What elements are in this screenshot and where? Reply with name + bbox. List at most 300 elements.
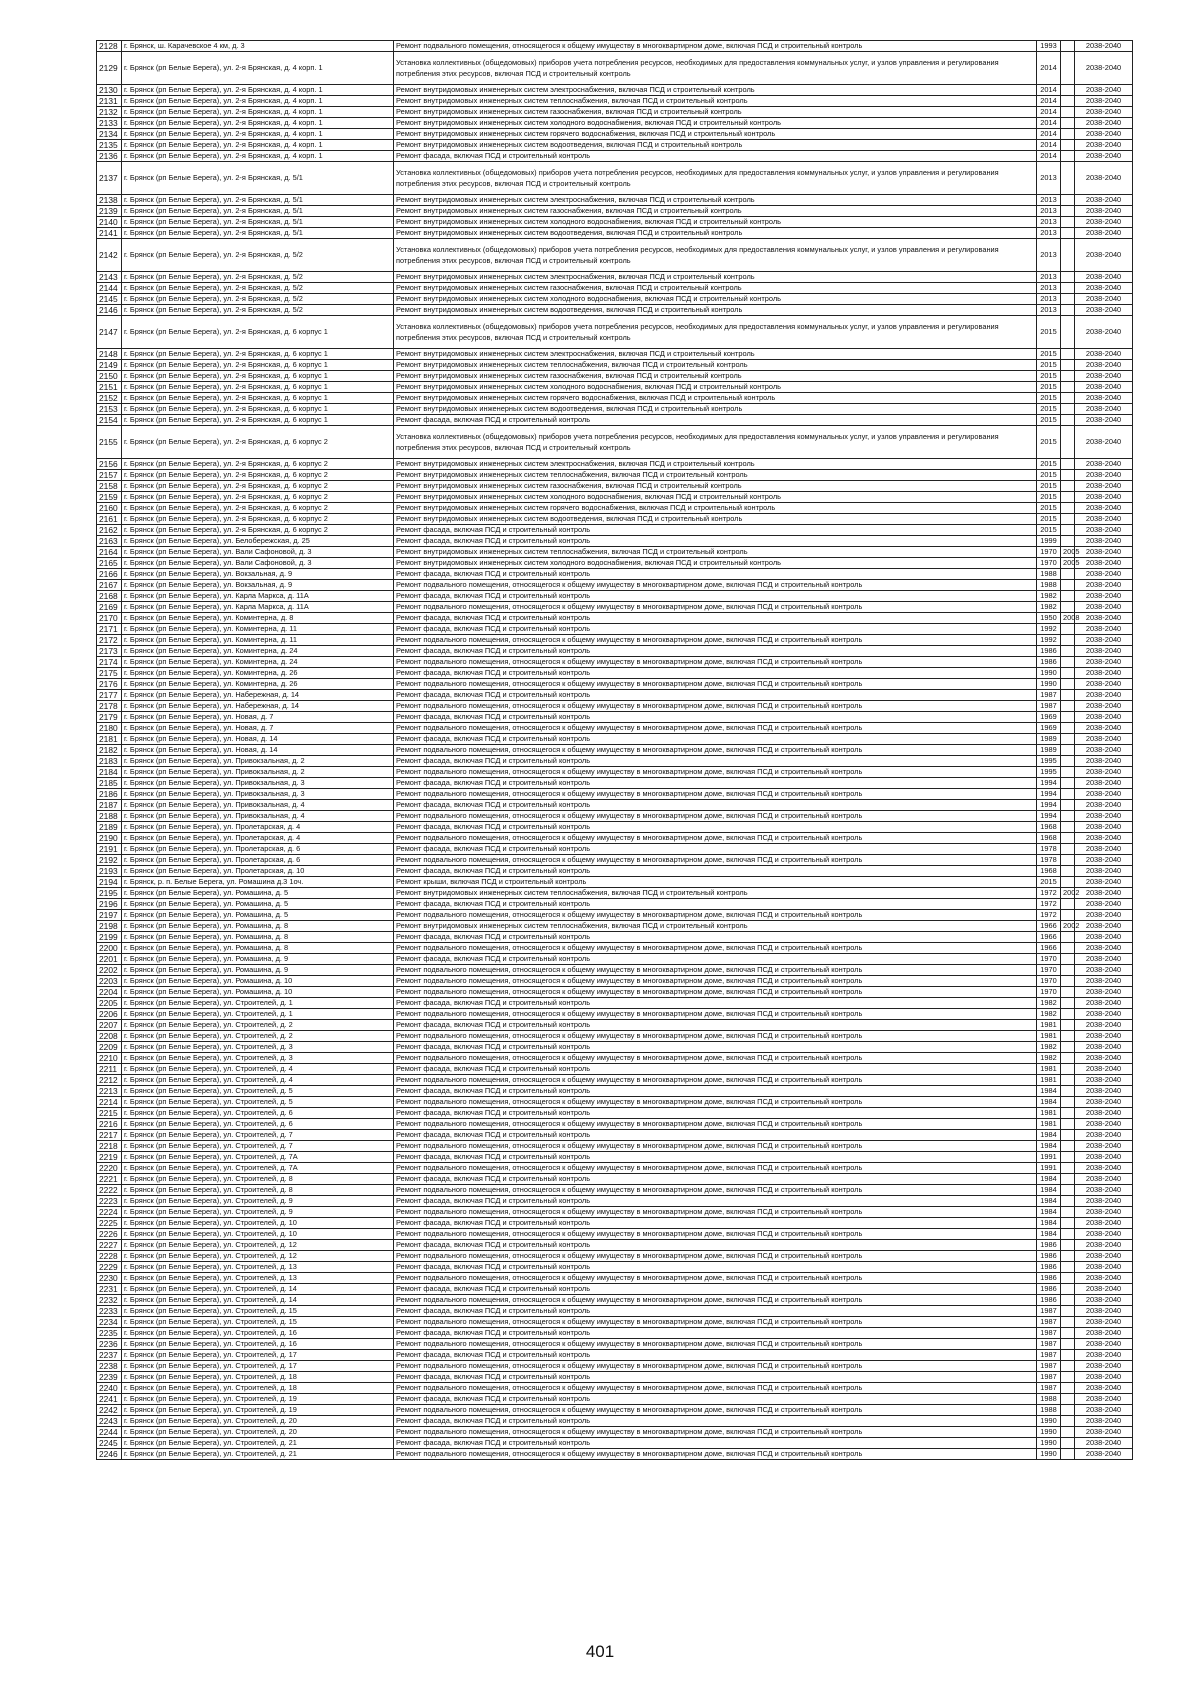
address-cell: г. Брянск (рп Белые Берега), ул. Строителей, д. 16 — [122, 1339, 394, 1350]
planned-period-cell: 2038-2040 — [1075, 1174, 1133, 1185]
work-type-cell: Ремонт внутридомовых инженерных систем холодного водоснабжения, включая ПСД и строительный контроль — [394, 492, 1037, 503]
work-type-cell: Ремонт подвального помещения, относящегося к общему имуществу в многоквартирном доме, включая ПСД и строительный контроль — [394, 767, 1037, 778]
work-type-cell: Ремонт внутридомовых инженерных систем газоснабжения, включая ПСД и строительный контроль — [394, 371, 1037, 382]
work-type-cell: Ремонт внутридомовых инженерных систем электроснабжения, включая ПСД и строительный контроль — [394, 349, 1037, 360]
repair-year-cell — [1061, 833, 1075, 844]
planned-period-cell: 2038-2040 — [1075, 85, 1133, 96]
table-row — [97, 1438, 1133, 1449]
planned-period-cell: 2038-2040 — [1075, 657, 1133, 668]
planned-period-cell: 2038-2040 — [1075, 1284, 1133, 1295]
table-row — [97, 833, 1133, 844]
address-cell: г. Брянск (рп Белые Берега), ул. Строителей, д. 12 — [122, 1240, 394, 1251]
repair-year-cell — [1061, 910, 1075, 921]
row-number: 2154 — [97, 415, 122, 426]
work-type-cell: Ремонт фасада, включая ПСД и строительный контроль — [394, 866, 1037, 877]
repair-year-cell — [1061, 1185, 1075, 1196]
address-cell: г. Брянск (рп Белые Берега), ул. Привокзальная, д. 3 — [122, 778, 394, 789]
table-row — [97, 371, 1133, 382]
repair-year-cell — [1061, 1020, 1075, 1031]
planned-period-cell: 2038-2040 — [1075, 1119, 1133, 1130]
row-number: 2225 — [97, 1218, 122, 1229]
address-cell: г. Брянск (рп Белые Берега), ул. Коминтерна, д. 26 — [122, 668, 394, 679]
row-number: 2187 — [97, 800, 122, 811]
repair-year-cell — [1061, 943, 1075, 954]
repair-year-cell — [1061, 228, 1075, 239]
build-year-cell: 1970 — [1037, 954, 1061, 965]
build-year-cell: 2014 — [1037, 107, 1061, 118]
repair-year-cell: 2008 — [1061, 613, 1075, 624]
address-cell: г. Брянск (рп Белые Берега), ул. Ромашина, д. 10 — [122, 976, 394, 987]
planned-period-cell: 2038-2040 — [1075, 943, 1133, 954]
table-row — [97, 591, 1133, 602]
repair-year-cell — [1061, 954, 1075, 965]
table-row — [97, 470, 1133, 481]
build-year-cell: 2013 — [1037, 228, 1061, 239]
build-year-cell: 1984 — [1037, 1086, 1061, 1097]
work-type-cell: Ремонт подвального помещения, относящегося к общему имуществу в многоквартирном доме, включая ПСД и строительный контроль — [394, 1053, 1037, 1064]
row-number: 2165 — [97, 558, 122, 569]
address-cell: г. Брянск (рп Белые Берега), ул. Строителей, д. 18 — [122, 1383, 394, 1394]
address-cell: г. Брянск (рп Белые Берега), ул. Ромашина, д. 8 — [122, 932, 394, 943]
planned-period-cell: 2038-2040 — [1075, 1020, 1133, 1031]
repair-year-cell — [1061, 1339, 1075, 1350]
build-year-cell: 2015 — [1037, 459, 1061, 470]
row-number: 2170 — [97, 613, 122, 624]
repair-year-cell — [1061, 778, 1075, 789]
build-year-cell: 1978 — [1037, 844, 1061, 855]
repair-year-cell — [1061, 85, 1075, 96]
planned-period-cell: 2038-2040 — [1075, 1350, 1133, 1361]
row-number: 2130 — [97, 85, 122, 96]
work-type-cell: Ремонт подвального помещения, относящегося к общему имуществу в многоквартирном доме, включая ПСД и строительный контроль — [394, 1163, 1037, 1174]
build-year-cell: 2014 — [1037, 96, 1061, 107]
repair-year-cell — [1061, 96, 1075, 107]
row-number: 2138 — [97, 195, 122, 206]
planned-period-cell: 2038-2040 — [1075, 1042, 1133, 1053]
planned-period-cell: 2038-2040 — [1075, 877, 1133, 888]
work-type-cell: Ремонт подвального помещения, относящегося к общему имуществу в многоквартирном доме, включая ПСД и строительный контроль — [394, 1295, 1037, 1306]
table-row — [97, 393, 1133, 404]
table-row — [97, 987, 1133, 998]
address-cell: г. Брянск (рп Белые Берега), ул. Строителей, д. 4 — [122, 1064, 394, 1075]
table-row — [97, 426, 1133, 459]
address-cell: г. Брянск (рп Белые Берега), ул. Коминтерна, д. 11 — [122, 624, 394, 635]
table-row — [97, 1020, 1133, 1031]
table-row — [97, 1383, 1133, 1394]
build-year-cell: 1972 — [1037, 910, 1061, 921]
address-cell: г. Брянск (рп Белые Берега), ул. 2-я Брянская, д. 6 корпус 2 — [122, 514, 394, 525]
table-row — [97, 767, 1133, 778]
address-cell: г. Брянск (рп Белые Берега), ул. Строителей, д. 3 — [122, 1042, 394, 1053]
work-type-cell: Ремонт подвального помещения, относящегося к общему имуществу в многоквартирном доме, включая ПСД и строительный контроль — [394, 580, 1037, 591]
table-row — [97, 789, 1133, 800]
planned-period-cell: 2038-2040 — [1075, 294, 1133, 305]
table-row — [97, 1108, 1133, 1119]
build-year-cell: 2015 — [1037, 360, 1061, 371]
repair-year-cell — [1061, 470, 1075, 481]
work-type-cell: Ремонт подвального помещения, относящегося к общему имуществу в многоквартирном доме, включая ПСД и строительный контроль — [394, 811, 1037, 822]
build-year-cell: 1981 — [1037, 1031, 1061, 1042]
repair-year-cell — [1061, 1284, 1075, 1295]
table-row — [97, 1284, 1133, 1295]
build-year-cell: 1988 — [1037, 569, 1061, 580]
repair-year-cell — [1061, 767, 1075, 778]
build-year-cell: 1987 — [1037, 1361, 1061, 1372]
table-row — [97, 1152, 1133, 1163]
planned-period-cell: 2038-2040 — [1075, 712, 1133, 723]
planned-period-cell: 2038-2040 — [1075, 1328, 1133, 1339]
row-number: 2208 — [97, 1031, 122, 1042]
repair-year-cell — [1061, 723, 1075, 734]
repair-year-cell — [1061, 1031, 1075, 1042]
planned-period-cell: 2038-2040 — [1075, 591, 1133, 602]
table-row — [97, 888, 1133, 899]
row-number: 2210 — [97, 1053, 122, 1064]
document-sheet — [96, 40, 1132, 1460]
work-type-cell: Ремонт подвального помещения, относящегося к общему имуществу в многоквартирном доме, включая ПСД и строительный контроль — [394, 976, 1037, 987]
repair-year-cell — [1061, 844, 1075, 855]
repair-year-cell — [1061, 1009, 1075, 1020]
table-row — [97, 1097, 1133, 1108]
planned-period-cell: 2038-2040 — [1075, 1317, 1133, 1328]
row-number: 2161 — [97, 514, 122, 525]
repair-year-cell — [1061, 1141, 1075, 1152]
address-cell: г. Брянск (рп Белые Берега), ул. 2-я Брянская, д. 6 корпус 1 — [122, 393, 394, 404]
build-year-cell: 1990 — [1037, 679, 1061, 690]
work-type-cell: Установка коллективных (общедомовых) приборов учета потребления ресурсов, необходимых для предоставления коммунальных услуг, и узлов управления и регулирования потребления этих ресурсов, включая ПСД и строительный контроль — [394, 239, 1037, 272]
row-number: 2195 — [97, 888, 122, 899]
repair-year-cell — [1061, 525, 1075, 536]
work-type-cell: Ремонт внутридомовых инженерных систем водоотведения, включая ПСД и строительный контроль — [394, 228, 1037, 239]
table-row — [97, 272, 1133, 283]
work-type-cell: Ремонт внутридомовых инженерных систем теплоснабжения, включая ПСД и строительный контроль — [394, 547, 1037, 558]
row-number: 2192 — [97, 855, 122, 866]
address-cell: г. Брянск (рп Белые Берега), ул. Пролетарская, д. 10 — [122, 866, 394, 877]
table-row — [97, 646, 1133, 657]
address-cell: г. Брянск (рп Белые Берега), ул. 2-я Брянская, д. 4 корп. 1 — [122, 85, 394, 96]
table-row — [97, 745, 1133, 756]
work-type-cell: Ремонт фасада, включая ПСД и строительный контроль — [394, 1394, 1037, 1405]
table-row — [97, 492, 1133, 503]
row-number: 2200 — [97, 943, 122, 954]
table-row — [97, 129, 1133, 140]
row-number: 2184 — [97, 767, 122, 778]
table-row — [97, 1174, 1133, 1185]
work-type-cell: Ремонт фасада, включая ПСД и строительный контроль — [394, 998, 1037, 1009]
build-year-cell: 2015 — [1037, 503, 1061, 514]
repair-year-cell — [1061, 877, 1075, 888]
repair-year-cell — [1061, 756, 1075, 767]
work-type-cell: Ремонт фасада, включая ПСД и строительный контроль — [394, 800, 1037, 811]
build-year-cell: 1990 — [1037, 1427, 1061, 1438]
repair-year-cell — [1061, 789, 1075, 800]
address-cell: г. Брянск (рп Белые Берега), ул. 2-я Брянская, д. 5/2 — [122, 239, 394, 272]
repair-year-cell — [1061, 217, 1075, 228]
table-row — [97, 1273, 1133, 1284]
row-number: 2160 — [97, 503, 122, 514]
row-number: 2240 — [97, 1383, 122, 1394]
work-type-cell: Ремонт фасада, включая ПСД и строительный контроль — [394, 1306, 1037, 1317]
row-number: 2245 — [97, 1438, 122, 1449]
work-type-cell: Ремонт фасада, включая ПСД и строительный контроль — [394, 932, 1037, 943]
address-cell: г. Брянск (рп Белые Берега), ул. Ромашина, д. 9 — [122, 954, 394, 965]
work-type-cell: Ремонт подвального помещения, относящегося к общему имуществу в многоквартирном доме, включая ПСД и строительный контроль — [394, 855, 1037, 866]
work-type-cell: Ремонт фасада, включая ПСД и строительный контроль — [394, 536, 1037, 547]
table-row — [97, 283, 1133, 294]
planned-period-cell: 2038-2040 — [1075, 1361, 1133, 1372]
row-number: 2224 — [97, 1207, 122, 1218]
build-year-cell: 2013 — [1037, 239, 1061, 272]
build-year-cell: 1981 — [1037, 1108, 1061, 1119]
build-year-cell: 1994 — [1037, 778, 1061, 789]
work-type-cell: Ремонт фасада, включая ПСД и строительный контроль — [394, 569, 1037, 580]
repair-year-cell: 2002 — [1061, 921, 1075, 932]
planned-period-cell: 2038-2040 — [1075, 602, 1133, 613]
repair-year-cell — [1061, 899, 1075, 910]
planned-period-cell: 2038-2040 — [1075, 305, 1133, 316]
row-number: 2134 — [97, 129, 122, 140]
work-type-cell: Ремонт фасада, включая ПСД и строительный контроль — [394, 415, 1037, 426]
repair-year-cell — [1061, 1097, 1075, 1108]
work-type-cell: Ремонт внутридомовых инженерных систем холодного водоснабжения, включая ПСД и строительный контроль — [394, 558, 1037, 569]
table-row — [97, 778, 1133, 789]
repair-year-cell — [1061, 1130, 1075, 1141]
table-row — [97, 195, 1133, 206]
row-number: 2181 — [97, 734, 122, 745]
planned-period-cell: 2038-2040 — [1075, 1372, 1133, 1383]
address-cell: г. Брянск (рп Белые Берега), ул. 2-я Брянская, д. 6 корпус 1 — [122, 371, 394, 382]
table-row — [97, 921, 1133, 932]
table-row — [97, 85, 1133, 96]
repair-year-cell — [1061, 1207, 1075, 1218]
repair-year-cell — [1061, 195, 1075, 206]
table-row — [97, 1317, 1133, 1328]
address-cell: г. Брянск (рп Белые Берега), ул. Строителей, д. 9 — [122, 1207, 394, 1218]
repair-year-cell — [1061, 1372, 1075, 1383]
address-cell: г. Брянск (рп Белые Берега), ул. Строителей, д. 19 — [122, 1405, 394, 1416]
planned-period-cell: 2038-2040 — [1075, 349, 1133, 360]
planned-period-cell: 2038-2040 — [1075, 151, 1133, 162]
table-body — [97, 41, 1133, 1460]
address-cell: г. Брянск (рп Белые Берега), ул. 2-я Брянская, д. 6 корпус 2 — [122, 492, 394, 503]
row-number: 2152 — [97, 393, 122, 404]
row-number: 2146 — [97, 305, 122, 316]
row-number: 2185 — [97, 778, 122, 789]
work-type-cell: Ремонт фасада, включая ПСД и строительный контроль — [394, 1196, 1037, 1207]
repair-year-cell — [1061, 1361, 1075, 1372]
work-type-cell: Ремонт подвального помещения, относящегося к общему имуществу в многоквартирном доме, включая ПСД и строительный контроль — [394, 657, 1037, 668]
planned-period-cell: 2038-2040 — [1075, 767, 1133, 778]
address-cell: г. Брянск (рп Белые Берега), ул. Новая, д. 14 — [122, 745, 394, 756]
build-year-cell: 1986 — [1037, 1295, 1061, 1306]
planned-period-cell: 2038-2040 — [1075, 1218, 1133, 1229]
repair-year-cell — [1061, 41, 1075, 52]
work-type-cell: Ремонт подвального помещения, относящегося к общему имуществу в многоквартирном доме, включая ПСД и строительный контроль — [394, 1339, 1037, 1350]
address-cell: г. Брянск (рп Белые Берега), ул. 2-я Брянская, д. 6 корпус 1 — [122, 316, 394, 349]
address-cell: г. Брянск (рп Белые Берега), ул. Строителей, д. 13 — [122, 1273, 394, 1284]
row-number: 2194 — [97, 877, 122, 888]
build-year-cell: 1987 — [1037, 1306, 1061, 1317]
work-type-cell: Ремонт подвального помещения, относящегося к общему имуществу в многоквартирном доме, включая ПСД и строительный контроль — [394, 1141, 1037, 1152]
build-year-cell: 2015 — [1037, 316, 1061, 349]
table-row — [97, 228, 1133, 239]
work-type-cell: Ремонт фасада, включая ПСД и строительный контроль — [394, 525, 1037, 536]
work-type-cell: Установка коллективных (общедомовых) приборов учета потребления ресурсов, необходимых для предоставления коммунальных услуг, и узлов управления и регулирования потребления этих ресурсов, включая ПСД и строительный контроль — [394, 316, 1037, 349]
row-number: 2211 — [97, 1064, 122, 1075]
planned-period-cell: 2038-2040 — [1075, 1229, 1133, 1240]
row-number: 2231 — [97, 1284, 122, 1295]
table-row — [97, 1207, 1133, 1218]
row-number: 2196 — [97, 899, 122, 910]
work-type-cell: Ремонт внутридомовых инженерных систем горячего водоснабжения, включая ПСД и строительный контроль — [394, 129, 1037, 140]
repair-year-cell — [1061, 1273, 1075, 1284]
row-number: 2163 — [97, 536, 122, 547]
build-year-cell: 2015 — [1037, 371, 1061, 382]
capital-repair-table — [96, 40, 1133, 1460]
address-cell: г. Брянск (рп Белые Берега), ул. Вокзальная, д. 9 — [122, 580, 394, 591]
planned-period-cell: 2038-2040 — [1075, 646, 1133, 657]
build-year-cell: 1982 — [1037, 1042, 1061, 1053]
build-year-cell: 2013 — [1037, 305, 1061, 316]
build-year-cell: 1986 — [1037, 646, 1061, 657]
table-row — [97, 679, 1133, 690]
planned-period-cell: 2038-2040 — [1075, 987, 1133, 998]
row-number: 2201 — [97, 954, 122, 965]
work-type-cell: Ремонт фасада, включая ПСД и строительный контроль — [394, 1108, 1037, 1119]
build-year-cell: 1982 — [1037, 998, 1061, 1009]
repair-year-cell — [1061, 712, 1075, 723]
table-row — [97, 1130, 1133, 1141]
build-year-cell: 1986 — [1037, 1284, 1061, 1295]
address-cell: г. Брянск (рп Белые Берега), ул. Ромашина, д. 8 — [122, 943, 394, 954]
table-row — [97, 800, 1133, 811]
repair-year-cell — [1061, 514, 1075, 525]
address-cell: г. Брянск (рп Белые Берега), ул. 2-я Брянская, д. 6 корпус 1 — [122, 382, 394, 393]
work-type-cell: Ремонт фасада, включая ПСД и строительный контроль — [394, 844, 1037, 855]
work-type-cell: Ремонт подвального помещения, относящегося к общему имуществу в многоквартирном доме, включая ПСД и строительный контроль — [394, 789, 1037, 800]
repair-year-cell — [1061, 1108, 1075, 1119]
planned-period-cell: 2038-2040 — [1075, 1163, 1133, 1174]
table-row — [97, 1295, 1133, 1306]
row-number: 2153 — [97, 404, 122, 415]
row-number: 2204 — [97, 987, 122, 998]
planned-period-cell: 2038-2040 — [1075, 723, 1133, 734]
work-type-cell: Ремонт фасада, включая ПСД и строительный контроль — [394, 1262, 1037, 1273]
table-row — [97, 866, 1133, 877]
row-number: 2234 — [97, 1317, 122, 1328]
work-type-cell: Ремонт подвального помещения, относящегося к общему имуществу в многоквартирном доме, включая ПСД и строительный контроль — [394, 602, 1037, 613]
build-year-cell: 2013 — [1037, 272, 1061, 283]
table-row — [97, 305, 1133, 316]
row-number: 2202 — [97, 965, 122, 976]
repair-year-cell — [1061, 635, 1075, 646]
repair-year-cell: 2005 — [1061, 558, 1075, 569]
work-type-cell: Ремонт подвального помещения, относящегося к общему имуществу в многоквартирном доме, включая ПСД и строительный контроль — [394, 1317, 1037, 1328]
build-year-cell: 1984 — [1037, 1207, 1061, 1218]
table-row — [97, 118, 1133, 129]
table-row — [97, 943, 1133, 954]
planned-period-cell: 2038-2040 — [1075, 426, 1133, 459]
row-number: 2156 — [97, 459, 122, 470]
table-row — [97, 558, 1133, 569]
repair-year-cell — [1061, 624, 1075, 635]
work-type-cell: Ремонт фасада, включая ПСД и строительный контроль — [394, 734, 1037, 745]
row-number: 2140 — [97, 217, 122, 228]
table-row — [97, 1240, 1133, 1251]
build-year-cell: 1989 — [1037, 734, 1061, 745]
work-type-cell: Ремонт крыши, включая ПСД и строительный контроль — [394, 877, 1037, 888]
row-number: 2229 — [97, 1262, 122, 1273]
planned-period-cell: 2038-2040 — [1075, 679, 1133, 690]
table-row — [97, 1064, 1133, 1075]
planned-period-cell: 2038-2040 — [1075, 1207, 1133, 1218]
table-row — [97, 756, 1133, 767]
row-number: 2199 — [97, 932, 122, 943]
row-number: 2178 — [97, 701, 122, 712]
repair-year-cell — [1061, 1438, 1075, 1449]
address-cell: г. Брянск (рп Белые Берега), ул. Строителей, д. 16 — [122, 1328, 394, 1339]
row-number: 2159 — [97, 492, 122, 503]
build-year-cell: 1968 — [1037, 866, 1061, 877]
table-row — [97, 811, 1133, 822]
table-row — [97, 316, 1133, 349]
work-type-cell: Ремонт подвального помещения, относящегося к общему имуществу в многоквартирном доме, включая ПСД и строительный контроль — [394, 1185, 1037, 1196]
row-number: 2233 — [97, 1306, 122, 1317]
planned-period-cell: 2038-2040 — [1075, 1130, 1133, 1141]
address-cell: г. Брянск (рп Белые Берега), ул. 2-я Брянская, д. 6 корпус 2 — [122, 459, 394, 470]
work-type-cell: Ремонт подвального помещения, относящегося к общему имуществу в многоквартирном доме, включая ПСД и строительный контроль — [394, 1251, 1037, 1262]
work-type-cell: Ремонт внутридомовых инженерных систем теплоснабжения, включая ПСД и строительный контроль — [394, 470, 1037, 481]
address-cell: г. Брянск (рп Белые Берега), ул. Строителей, д. 13 — [122, 1262, 394, 1273]
work-type-cell: Ремонт фасада, включая ПСД и строительный контроль — [394, 954, 1037, 965]
row-number: 2136 — [97, 151, 122, 162]
build-year-cell: 1970 — [1037, 965, 1061, 976]
work-type-cell: Ремонт подвального помещения, относящегося к общему имуществу в многоквартирном доме, включая ПСД и строительный контроль — [394, 1405, 1037, 1416]
address-cell: г. Брянск (рп Белые Берега), ул. 2-я Брянская, д. 4 корп. 1 — [122, 107, 394, 118]
address-cell: г. Брянск (рп Белые Берега), ул. Строителей, д. 14 — [122, 1295, 394, 1306]
row-number: 2149 — [97, 360, 122, 371]
build-year-cell: 1968 — [1037, 822, 1061, 833]
repair-year-cell — [1061, 866, 1075, 877]
table-row — [97, 1416, 1133, 1427]
table-row — [97, 1306, 1133, 1317]
planned-period-cell: 2038-2040 — [1075, 239, 1133, 272]
repair-year-cell — [1061, 404, 1075, 415]
row-number: 2243 — [97, 1416, 122, 1427]
work-type-cell: Ремонт фасада, включая ПСД и строительный контроль — [394, 591, 1037, 602]
build-year-cell: 2015 — [1037, 404, 1061, 415]
build-year-cell: 1972 — [1037, 899, 1061, 910]
work-type-cell: Ремонт подвального помещения, относящегося к общему имуществу в многоквартирном доме, включая ПСД и строительный контроль — [394, 701, 1037, 712]
planned-period-cell: 2038-2040 — [1075, 1196, 1133, 1207]
work-type-cell: Ремонт подвального помещения, относящегося к общему имуществу в многоквартирном доме, включая ПСД и строительный контроль — [394, 1097, 1037, 1108]
build-year-cell: 1984 — [1037, 1218, 1061, 1229]
address-cell: г. Брянск (рп Белые Берега), ул. 2-я Брянская, д. 5/2 — [122, 294, 394, 305]
row-number: 2207 — [97, 1020, 122, 1031]
address-cell: г. Брянск (рп Белые Берега), ул. Карла Маркса, д. 11А — [122, 602, 394, 613]
build-year-cell: 1970 — [1037, 547, 1061, 558]
address-cell: г. Брянск (рп Белые Берега), ул. 2-я Брянская, д. 6 корпус 1 — [122, 360, 394, 371]
work-type-cell: Ремонт подвального помещения, относящегося к общему имуществу в многоквартирном доме, включая ПСД и строительный контроль — [394, 723, 1037, 734]
build-year-cell: 1990 — [1037, 1438, 1061, 1449]
work-type-cell: Ремонт фасада, включая ПСД и строительный контроль — [394, 151, 1037, 162]
planned-period-cell: 2038-2040 — [1075, 492, 1133, 503]
build-year-cell: 1987 — [1037, 1317, 1061, 1328]
address-cell: г. Брянск (рп Белые Берега), ул. Коминтерна, д. 24 — [122, 646, 394, 657]
row-number: 2137 — [97, 162, 122, 195]
table-row — [97, 349, 1133, 360]
address-cell: г. Брянск (рп Белые Берега), ул. Ромашина, д. 5 — [122, 899, 394, 910]
